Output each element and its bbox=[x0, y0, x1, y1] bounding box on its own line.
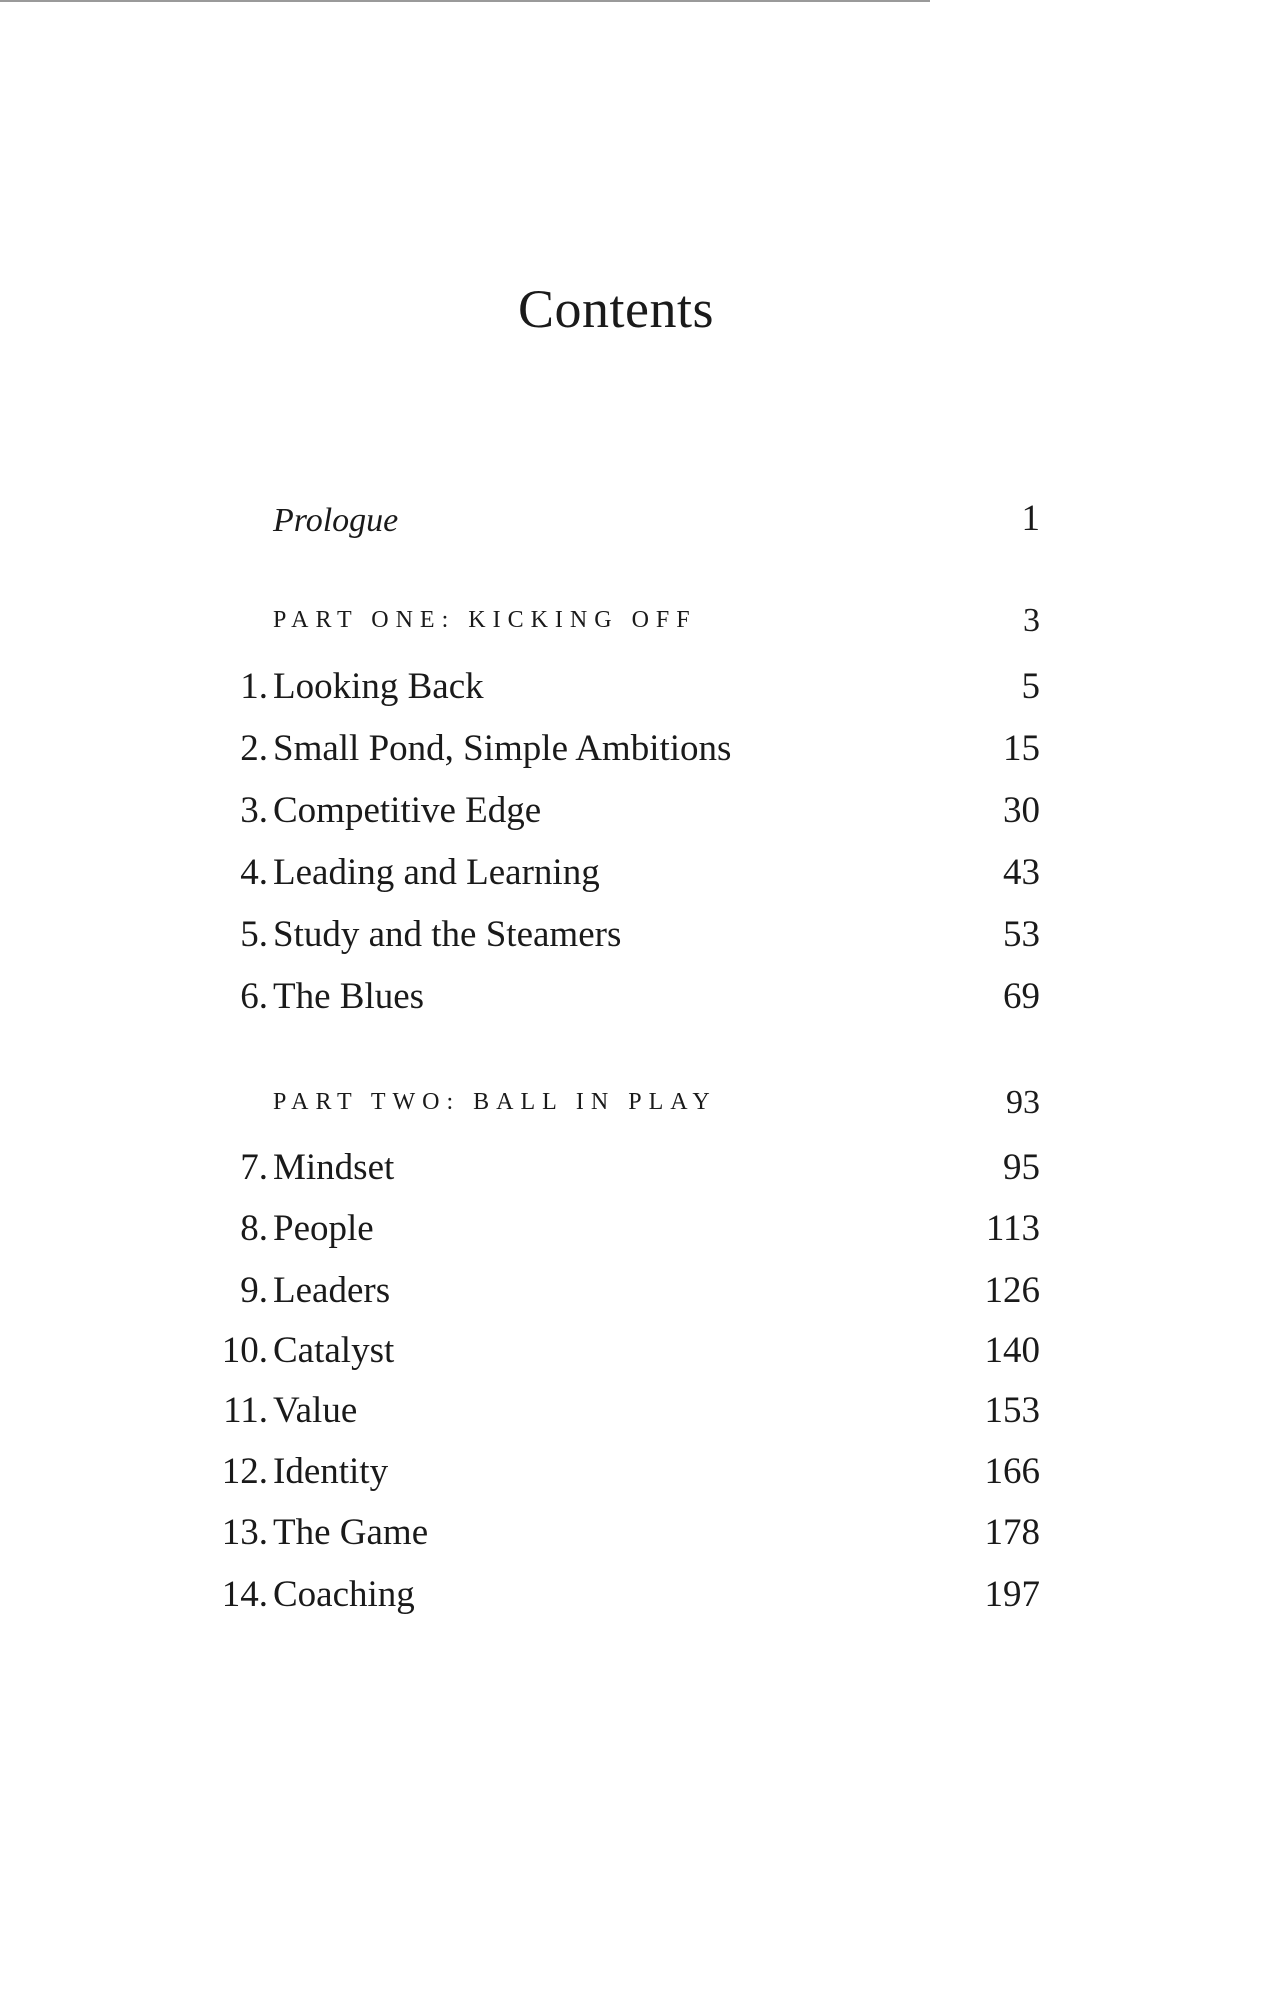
chapter-title: Competitive Edge bbox=[273, 790, 542, 831]
toc-entry-prologue[interactable] bbox=[0, 480, 1282, 540]
chapter-title: Coaching bbox=[273, 1574, 415, 1615]
chapter-title: Mindset bbox=[273, 1147, 395, 1188]
chapter-page: 126 bbox=[984, 1270, 1040, 1311]
part-page: 3 bbox=[1023, 602, 1040, 639]
chapter-page: 30 bbox=[1003, 790, 1040, 831]
chapter-title: Leaders bbox=[273, 1270, 391, 1311]
chapter-page: 197 bbox=[984, 1574, 1040, 1615]
toc-entry[interactable] bbox=[0, 1556, 1282, 1616]
entry-page: 1 bbox=[1021, 498, 1040, 539]
chapter-number: 4. bbox=[240, 852, 268, 893]
chapter-title: The Game bbox=[273, 1512, 429, 1553]
toc-entry[interactable] bbox=[0, 648, 1282, 708]
toc-part-heading[interactable] bbox=[0, 580, 1282, 640]
chapter-number: 3. bbox=[240, 790, 268, 831]
page-title: Contents bbox=[517, 279, 714, 339]
chapter-number: 8. bbox=[240, 1208, 268, 1249]
chapter-page: 95 bbox=[1003, 1147, 1040, 1188]
chapter-title: The Blues bbox=[273, 976, 425, 1017]
part-page: 93 bbox=[1006, 1084, 1040, 1121]
toc-part-heading[interactable] bbox=[0, 1062, 1282, 1122]
chapter-number: 1. bbox=[240, 666, 268, 707]
toc-entry[interactable] bbox=[0, 1433, 1282, 1493]
part-title: PART TWO: BALL IN PLAY bbox=[273, 1089, 717, 1115]
chapter-number: 7. bbox=[240, 1147, 268, 1188]
part-title: PART ONE: KICKING OFF bbox=[273, 607, 697, 633]
chapter-title: Identity bbox=[273, 1451, 389, 1492]
chapter-number: 9. bbox=[240, 1270, 268, 1311]
chapter-page: 166 bbox=[984, 1451, 1040, 1492]
chapter-page: 53 bbox=[1003, 914, 1040, 955]
chapter-page: 43 bbox=[1003, 852, 1040, 893]
chapter-page: 140 bbox=[984, 1330, 1040, 1371]
chapter-title: Catalyst bbox=[273, 1330, 395, 1371]
chapter-number: 11. bbox=[223, 1390, 268, 1431]
entry-title: Prologue bbox=[273, 502, 399, 539]
toc-entry[interactable] bbox=[0, 1372, 1282, 1432]
chapter-page: 5 bbox=[1021, 666, 1040, 707]
chapter-page: 15 bbox=[1003, 728, 1040, 769]
toc-entry[interactable] bbox=[0, 1129, 1282, 1189]
toc-entry[interactable] bbox=[0, 896, 1282, 956]
toc-entry[interactable] bbox=[0, 1494, 1282, 1554]
chapter-title: People bbox=[273, 1208, 374, 1249]
chapter-page: 178 bbox=[984, 1512, 1040, 1553]
toc-entry[interactable] bbox=[0, 710, 1282, 770]
chapter-title: Study and the Steamers bbox=[273, 914, 622, 955]
chapter-number: 6. bbox=[240, 976, 268, 1017]
toc-entry[interactable] bbox=[0, 1252, 1282, 1312]
chapter-title: Small Pond, Simple Ambitions bbox=[273, 728, 732, 769]
toc-entry[interactable] bbox=[0, 772, 1282, 832]
chapter-number: 14. bbox=[221, 1574, 268, 1615]
top-edge-rule bbox=[0, 0, 930, 2]
chapter-page: 153 bbox=[984, 1390, 1040, 1431]
toc-entry[interactable] bbox=[0, 1312, 1282, 1372]
chapter-number: 2. bbox=[240, 728, 268, 769]
chapter-number: 10. bbox=[221, 1330, 268, 1371]
chapter-title: Looking Back bbox=[273, 666, 484, 707]
toc-entry[interactable] bbox=[0, 958, 1282, 1018]
chapter-number: 13. bbox=[221, 1512, 268, 1553]
chapter-page: 69 bbox=[1003, 976, 1040, 1017]
chapter-page: 113 bbox=[985, 1208, 1040, 1249]
chapter-title: Value bbox=[273, 1390, 358, 1431]
chapter-number: 5. bbox=[240, 914, 268, 955]
chapter-title: Leading and Learning bbox=[273, 852, 600, 893]
chapter-number: 12. bbox=[221, 1451, 268, 1492]
toc-entry[interactable] bbox=[0, 834, 1282, 894]
toc-entry[interactable] bbox=[0, 1190, 1282, 1250]
